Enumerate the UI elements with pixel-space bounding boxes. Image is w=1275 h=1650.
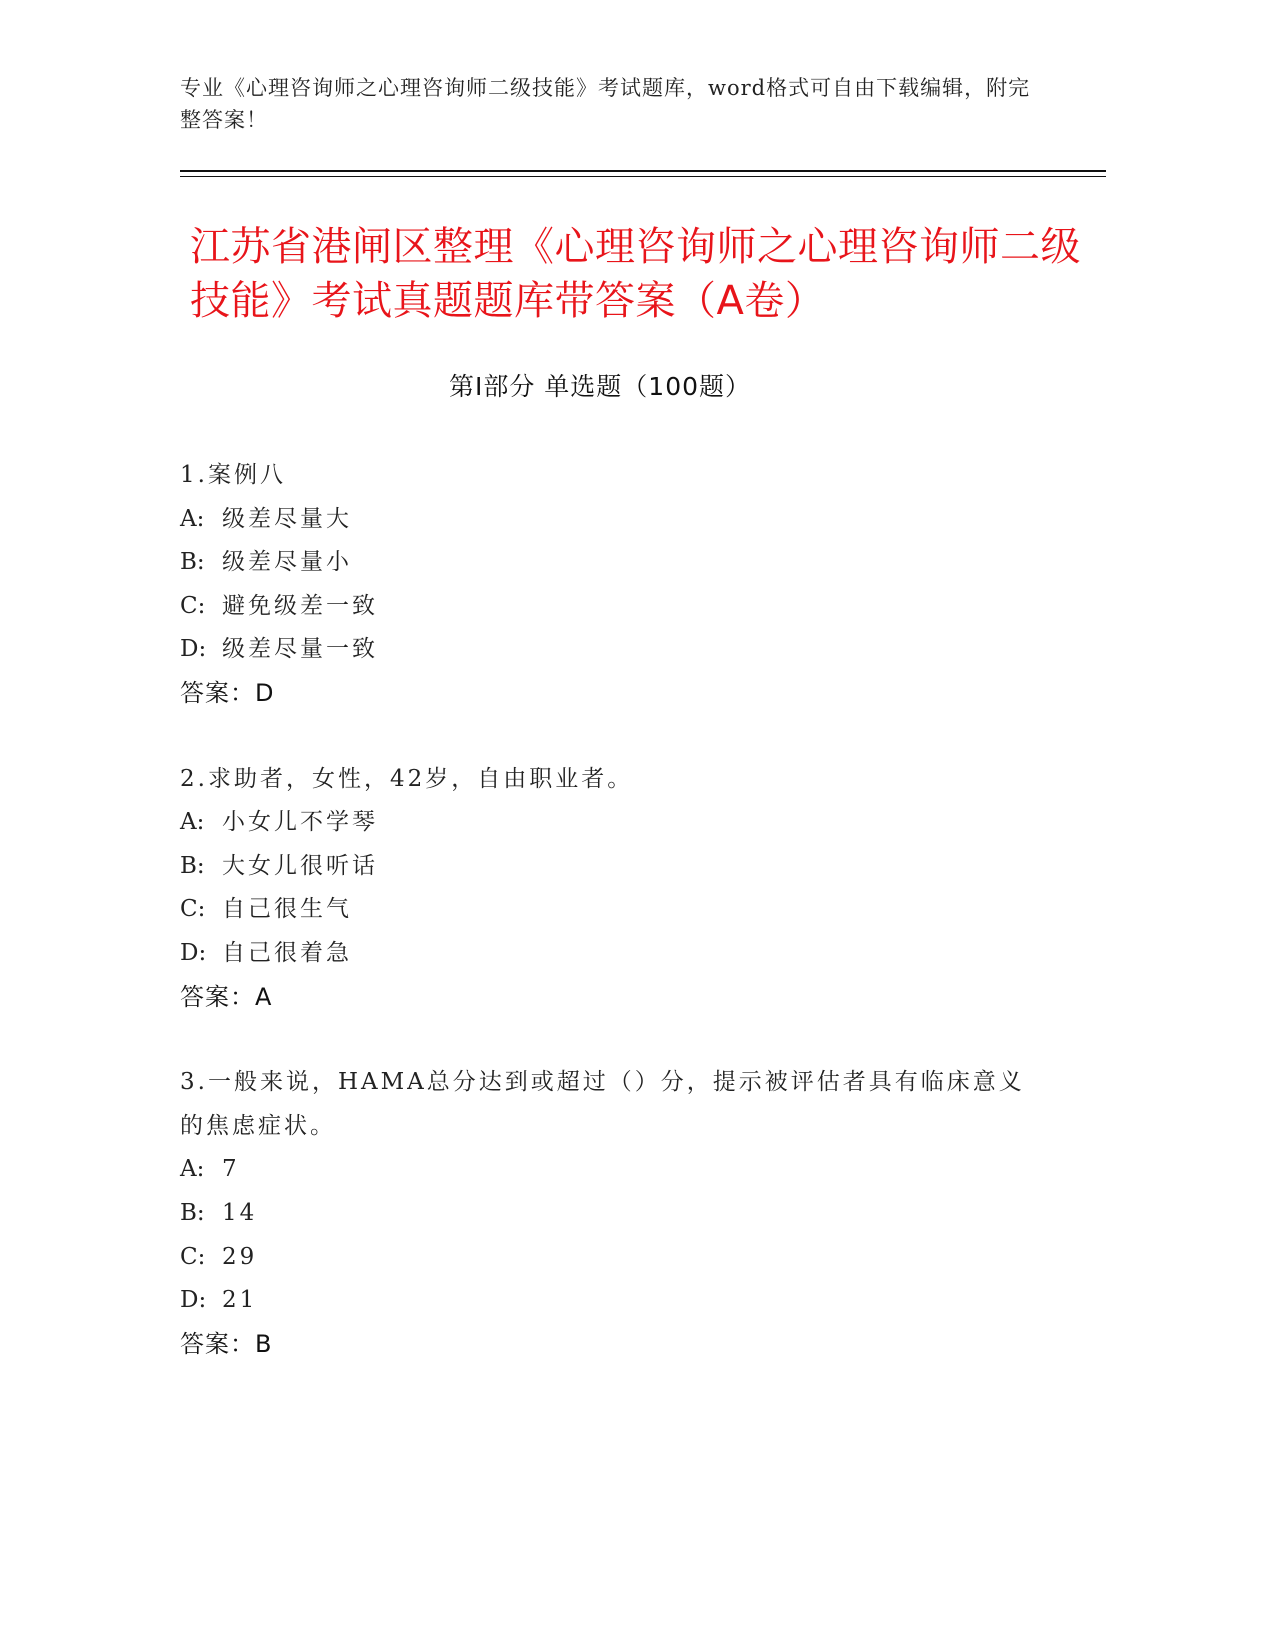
option-b (180, 1192, 1040, 1236)
option-key: A: (180, 1156, 205, 1183)
option-key: D: (180, 1287, 207, 1314)
header-rule-thin (180, 176, 1106, 177)
option-b (180, 845, 1040, 889)
option-key: A: (180, 809, 205, 836)
question-stem: 1.案例八 (180, 462, 286, 488)
question-stem: 2.求助者，女性，42岁，自由职业者。 (180, 765, 634, 792)
header-note: 专业《心理咨询师之心理咨询师二级技能》考试题库，word格式可自由下载编辑，附完整答案！ (180, 76, 1031, 132)
document-title: 江苏省港闸区整理《心理咨询师之心理咨询师二级技能》考试真题题库带答案（A卷） (190, 224, 1081, 324)
option-key: C: (180, 896, 206, 923)
option-text: 自己很生气 (222, 896, 352, 923)
option-c (180, 888, 1040, 932)
option-d (180, 1279, 1040, 1323)
option-text: 21 (222, 1287, 258, 1314)
option-key: A: (180, 505, 205, 532)
option-text: 29 (222, 1243, 258, 1270)
option-text: 7 (222, 1156, 240, 1183)
option-text: 级差尽量一致 (222, 636, 378, 663)
option-key: B: (180, 1199, 205, 1226)
option-a (180, 801, 1040, 845)
option-text: 自己很着急 (222, 939, 352, 966)
option-key: B: (180, 852, 205, 879)
answer-line: 答案：D (180, 678, 275, 707)
option-text: 避免级差一致 (222, 592, 378, 619)
option-c (180, 585, 1040, 629)
option-c (180, 1236, 1040, 1280)
option-key: D: (180, 636, 207, 663)
option-key: C: (180, 592, 206, 619)
option-d (180, 628, 1040, 672)
option-text: 级差尽量大 (222, 505, 352, 532)
option-key: D: (180, 939, 207, 966)
question-2 (180, 758, 1040, 1020)
option-key: C: (180, 1243, 206, 1270)
option-text: 大女儿很听话 (222, 852, 378, 879)
option-text: 14 (222, 1199, 258, 1226)
question-stem: 3.一般来说，HAMA总分达到或超过（）分，提示被评估者具有临床意义的焦虑症状。 (180, 1069, 1025, 1139)
option-a (180, 1148, 1040, 1192)
answer-line: 答案：A (180, 982, 273, 1011)
option-key: B: (180, 549, 205, 576)
option-text: 级差尽量小 (222, 549, 352, 576)
question-list (180, 454, 1040, 1408)
option-a (180, 498, 1040, 542)
question-3 (180, 1061, 1040, 1366)
header-rule-thick (180, 170, 1106, 172)
option-d (180, 932, 1040, 976)
question-1 (180, 454, 1040, 716)
option-b (180, 541, 1040, 585)
section-title: 第I部分 单选题（100题） (448, 372, 752, 401)
option-text: 小女儿不学琴 (222, 809, 378, 836)
answer-line: 答案：B (180, 1329, 273, 1358)
